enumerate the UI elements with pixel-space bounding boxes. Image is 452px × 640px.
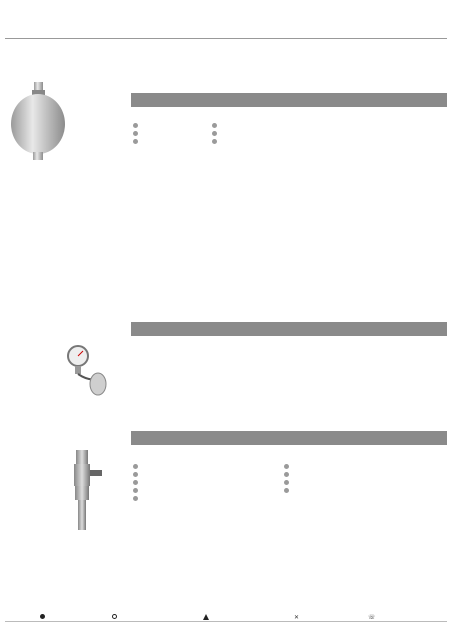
basic-item xyxy=(284,486,293,494)
gauge-image xyxy=(60,342,108,397)
prop-item xyxy=(212,121,221,129)
prop-item xyxy=(133,129,142,137)
injection-bar xyxy=(131,431,447,445)
damper-table-header xyxy=(131,168,447,178)
accessories-bar xyxy=(131,322,447,336)
prop-item xyxy=(133,486,142,494)
legend-no-charge xyxy=(112,614,120,619)
prop-item xyxy=(133,470,142,478)
prop-item xyxy=(133,478,142,486)
phone-icon: ☏ xyxy=(368,615,376,621)
filled-dot-icon xyxy=(40,614,45,619)
prop-item xyxy=(212,137,221,145)
prop-item xyxy=(133,494,142,502)
prop-item xyxy=(133,121,142,129)
injection-table-header xyxy=(131,517,447,527)
basic-item xyxy=(284,470,293,478)
open-circle-icon xyxy=(112,614,117,619)
header-divider xyxy=(5,38,447,39)
triangle-icon xyxy=(203,614,209,620)
prop-item xyxy=(133,137,142,145)
damper-props-right xyxy=(212,121,221,145)
damper-title-bar xyxy=(131,93,447,107)
injection-fitting-image xyxy=(62,450,106,530)
legend-basic xyxy=(40,614,48,619)
cross-icon: ✕ xyxy=(294,615,300,621)
footer-divider xyxy=(5,621,447,622)
basic-item xyxy=(284,478,293,486)
prop-item xyxy=(212,129,221,137)
damper-image xyxy=(8,82,68,160)
damper-props-left xyxy=(133,121,142,145)
legend-extra-charge xyxy=(203,614,212,620)
prop-item xyxy=(133,462,142,470)
basic-item xyxy=(284,462,293,470)
basic-version-list xyxy=(284,462,293,494)
legend-not-available xyxy=(294,614,302,621)
legend-on-request xyxy=(368,614,379,621)
injection-props xyxy=(133,462,142,502)
